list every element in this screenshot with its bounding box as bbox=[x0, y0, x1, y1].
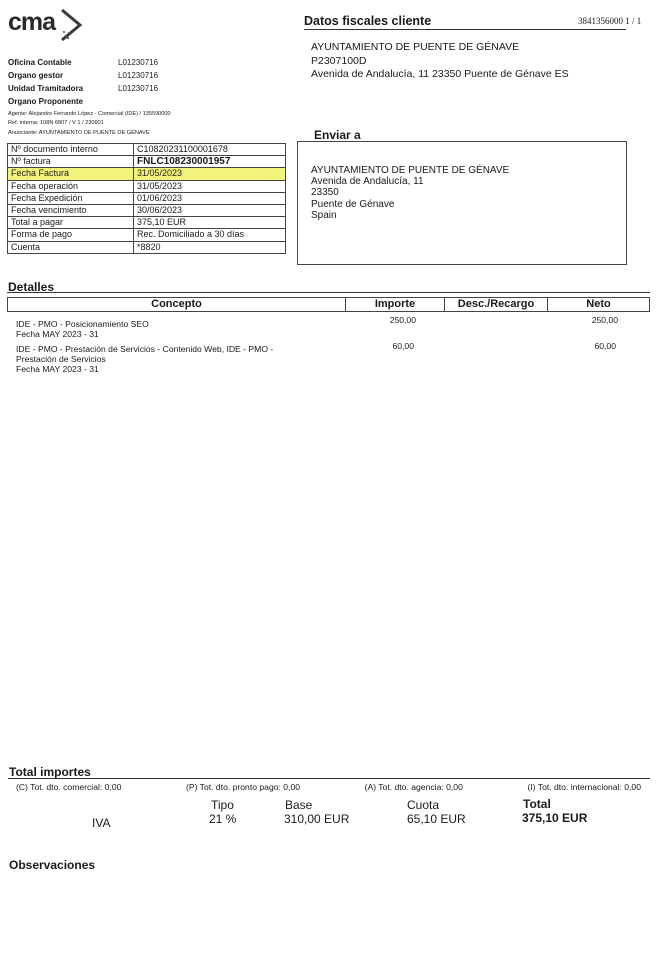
office-row bbox=[8, 71, 158, 84]
item-importe: 250,00 bbox=[389, 315, 416, 325]
advertiser-line: Anunciante: AYUNTAMIENTO DE PUENTE DE GÉNAVE bbox=[8, 129, 150, 136]
invoice-label: Forma de pago bbox=[8, 229, 134, 241]
address-line: Puente de Génave bbox=[311, 198, 395, 210]
address-line: Avenida de Andalucía, 11 bbox=[311, 176, 424, 188]
observations-title: Observaciones bbox=[9, 858, 96, 872]
office-codes bbox=[8, 58, 158, 110]
invoice-label: Nº documento interno bbox=[8, 144, 134, 156]
invoice-total: 375,10 EUR bbox=[522, 811, 588, 825]
tax-type-header: Tipo bbox=[211, 798, 234, 812]
tax-base: 310,00 EUR bbox=[284, 812, 350, 826]
item-line: Fecha MAY 2023 - 31 bbox=[16, 329, 99, 339]
internal-ref-line: Ref. interna: 108N 6807 / V 1 / 230601 bbox=[8, 120, 104, 127]
client-fiscal-title: Datos fiscales cliente bbox=[304, 14, 432, 28]
tax-amount: 65,10 EUR bbox=[407, 812, 466, 826]
detail-item bbox=[16, 344, 273, 374]
invoice-label: Fecha operación bbox=[8, 180, 134, 192]
totals-title: Total importes bbox=[9, 765, 91, 779]
invoice-value: C10820231100001678 bbox=[134, 144, 286, 156]
tax-rate: 21 % bbox=[209, 812, 237, 826]
item-neto: 60,00 bbox=[594, 341, 616, 351]
invoice-number-value: FNLC108230001957 bbox=[134, 156, 286, 168]
address-line: Spain bbox=[311, 209, 337, 221]
agent-line: Agente: Alejandro Ferrando López - Comercial (IDE) / 135590000 bbox=[8, 111, 171, 117]
table-row bbox=[8, 204, 286, 216]
invoice-label: Nº factura bbox=[8, 156, 134, 168]
invoice-label: Cuenta bbox=[8, 241, 134, 253]
header-rule bbox=[304, 29, 626, 30]
detail-item bbox=[16, 319, 149, 339]
invoice-label: Fecha Expedición bbox=[8, 192, 134, 204]
office-row bbox=[8, 58, 158, 71]
ship-to-address bbox=[311, 165, 509, 221]
col-desc-recargo: Desc./Recargo bbox=[445, 298, 548, 311]
agency-discount: (A) Tot. dto. agencia: 0,00 bbox=[364, 782, 463, 792]
ship-to-title: Enviar a bbox=[314, 128, 361, 142]
office-label: Organo gestor bbox=[8, 71, 64, 80]
office-label: Unidad Tramitadora bbox=[8, 84, 84, 93]
table-row bbox=[8, 180, 286, 192]
invoice-label: Fecha vencimiento bbox=[8, 204, 134, 216]
address-line: AYUNTAMIENTO DE PUENTE DE GÉNAVE bbox=[311, 165, 510, 176]
totals-rule bbox=[8, 778, 650, 779]
tax-label: IVA bbox=[92, 816, 111, 830]
invoice-info-table bbox=[7, 143, 286, 254]
item-line: IDE - PMO - Posicionamiento SEO bbox=[16, 319, 149, 329]
col-neto: Neto bbox=[586, 298, 611, 310]
table-row bbox=[8, 156, 286, 168]
international-discount: (I) Tot. dto. internacional: 0,00 bbox=[527, 782, 641, 792]
client-block bbox=[311, 41, 569, 82]
tax-base-header: Base bbox=[285, 798, 313, 812]
invoice-value: 30/06/2023 bbox=[134, 204, 286, 216]
table-row bbox=[8, 241, 286, 253]
details-title: Detalles bbox=[8, 280, 55, 294]
client-nif: P2307100D bbox=[311, 54, 367, 67]
office-value: L01230716 bbox=[118, 58, 159, 67]
invoice-value: 01/06/2023 bbox=[134, 192, 286, 204]
invoice-value: 375,10 EUR bbox=[134, 217, 286, 229]
table-row bbox=[8, 144, 286, 156]
invoice-value: 31/05/2023 bbox=[134, 168, 286, 180]
item-line: IDE - PMO - Prestación de Servicios - Contenido Web, IDE - PMO - bbox=[16, 344, 274, 354]
agent-info bbox=[8, 110, 171, 138]
table-row-highlighted bbox=[8, 168, 286, 180]
client-address: Avenida de Andalucía, 11 23350 Puente de Génave ES bbox=[311, 68, 569, 80]
col-importe: Importe bbox=[346, 298, 445, 311]
office-value: L01230716 bbox=[118, 84, 159, 93]
prompt-payment-discount: (P) Tot. dto. pronto pago: 0,00 bbox=[185, 782, 301, 792]
office-row bbox=[8, 97, 158, 110]
col-concepto: Concepto bbox=[8, 298, 346, 311]
item-line: Fecha MAY 2023 - 31 bbox=[16, 364, 99, 374]
office-value: L01230716 bbox=[118, 71, 159, 80]
client-name: AYUNTAMIENTO DE PUENTE DE GÉNAVE bbox=[311, 41, 520, 53]
tax-amount-header: Cuota bbox=[407, 798, 440, 812]
item-importe: 60,00 bbox=[392, 341, 414, 351]
table-row bbox=[8, 229, 286, 241]
total-header: Total bbox=[523, 797, 551, 811]
invoice-label: Total a pagar bbox=[8, 217, 134, 229]
commercial-discount: (C) Tot. dto. comercial: 0,00 bbox=[16, 782, 122, 792]
table-row bbox=[8, 217, 286, 229]
office-label: Oficina Contable bbox=[8, 58, 72, 67]
office-label: Organo Proponente bbox=[8, 97, 84, 106]
logo-arrow-icon bbox=[60, 8, 82, 42]
item-neto: 250,00 bbox=[591, 315, 618, 325]
item-line: Prestación de Servicios bbox=[16, 354, 106, 364]
invoice-value: 31/05/2023 bbox=[134, 180, 286, 192]
details-header bbox=[7, 297, 650, 312]
invoice-value: Rec. Domiciliado a 30 días bbox=[134, 229, 286, 241]
document-number: 3841356000 1 / 1 bbox=[578, 16, 642, 26]
details-rule bbox=[7, 292, 650, 293]
company-logo: cma bbox=[8, 8, 56, 36]
invoice-label: Fecha Factura bbox=[8, 168, 134, 180]
invoice-value: *8820 bbox=[134, 241, 286, 253]
table-row bbox=[8, 192, 286, 204]
address-line: 23350 bbox=[311, 187, 339, 199]
office-row bbox=[8, 84, 158, 97]
discount-totals bbox=[16, 782, 641, 792]
